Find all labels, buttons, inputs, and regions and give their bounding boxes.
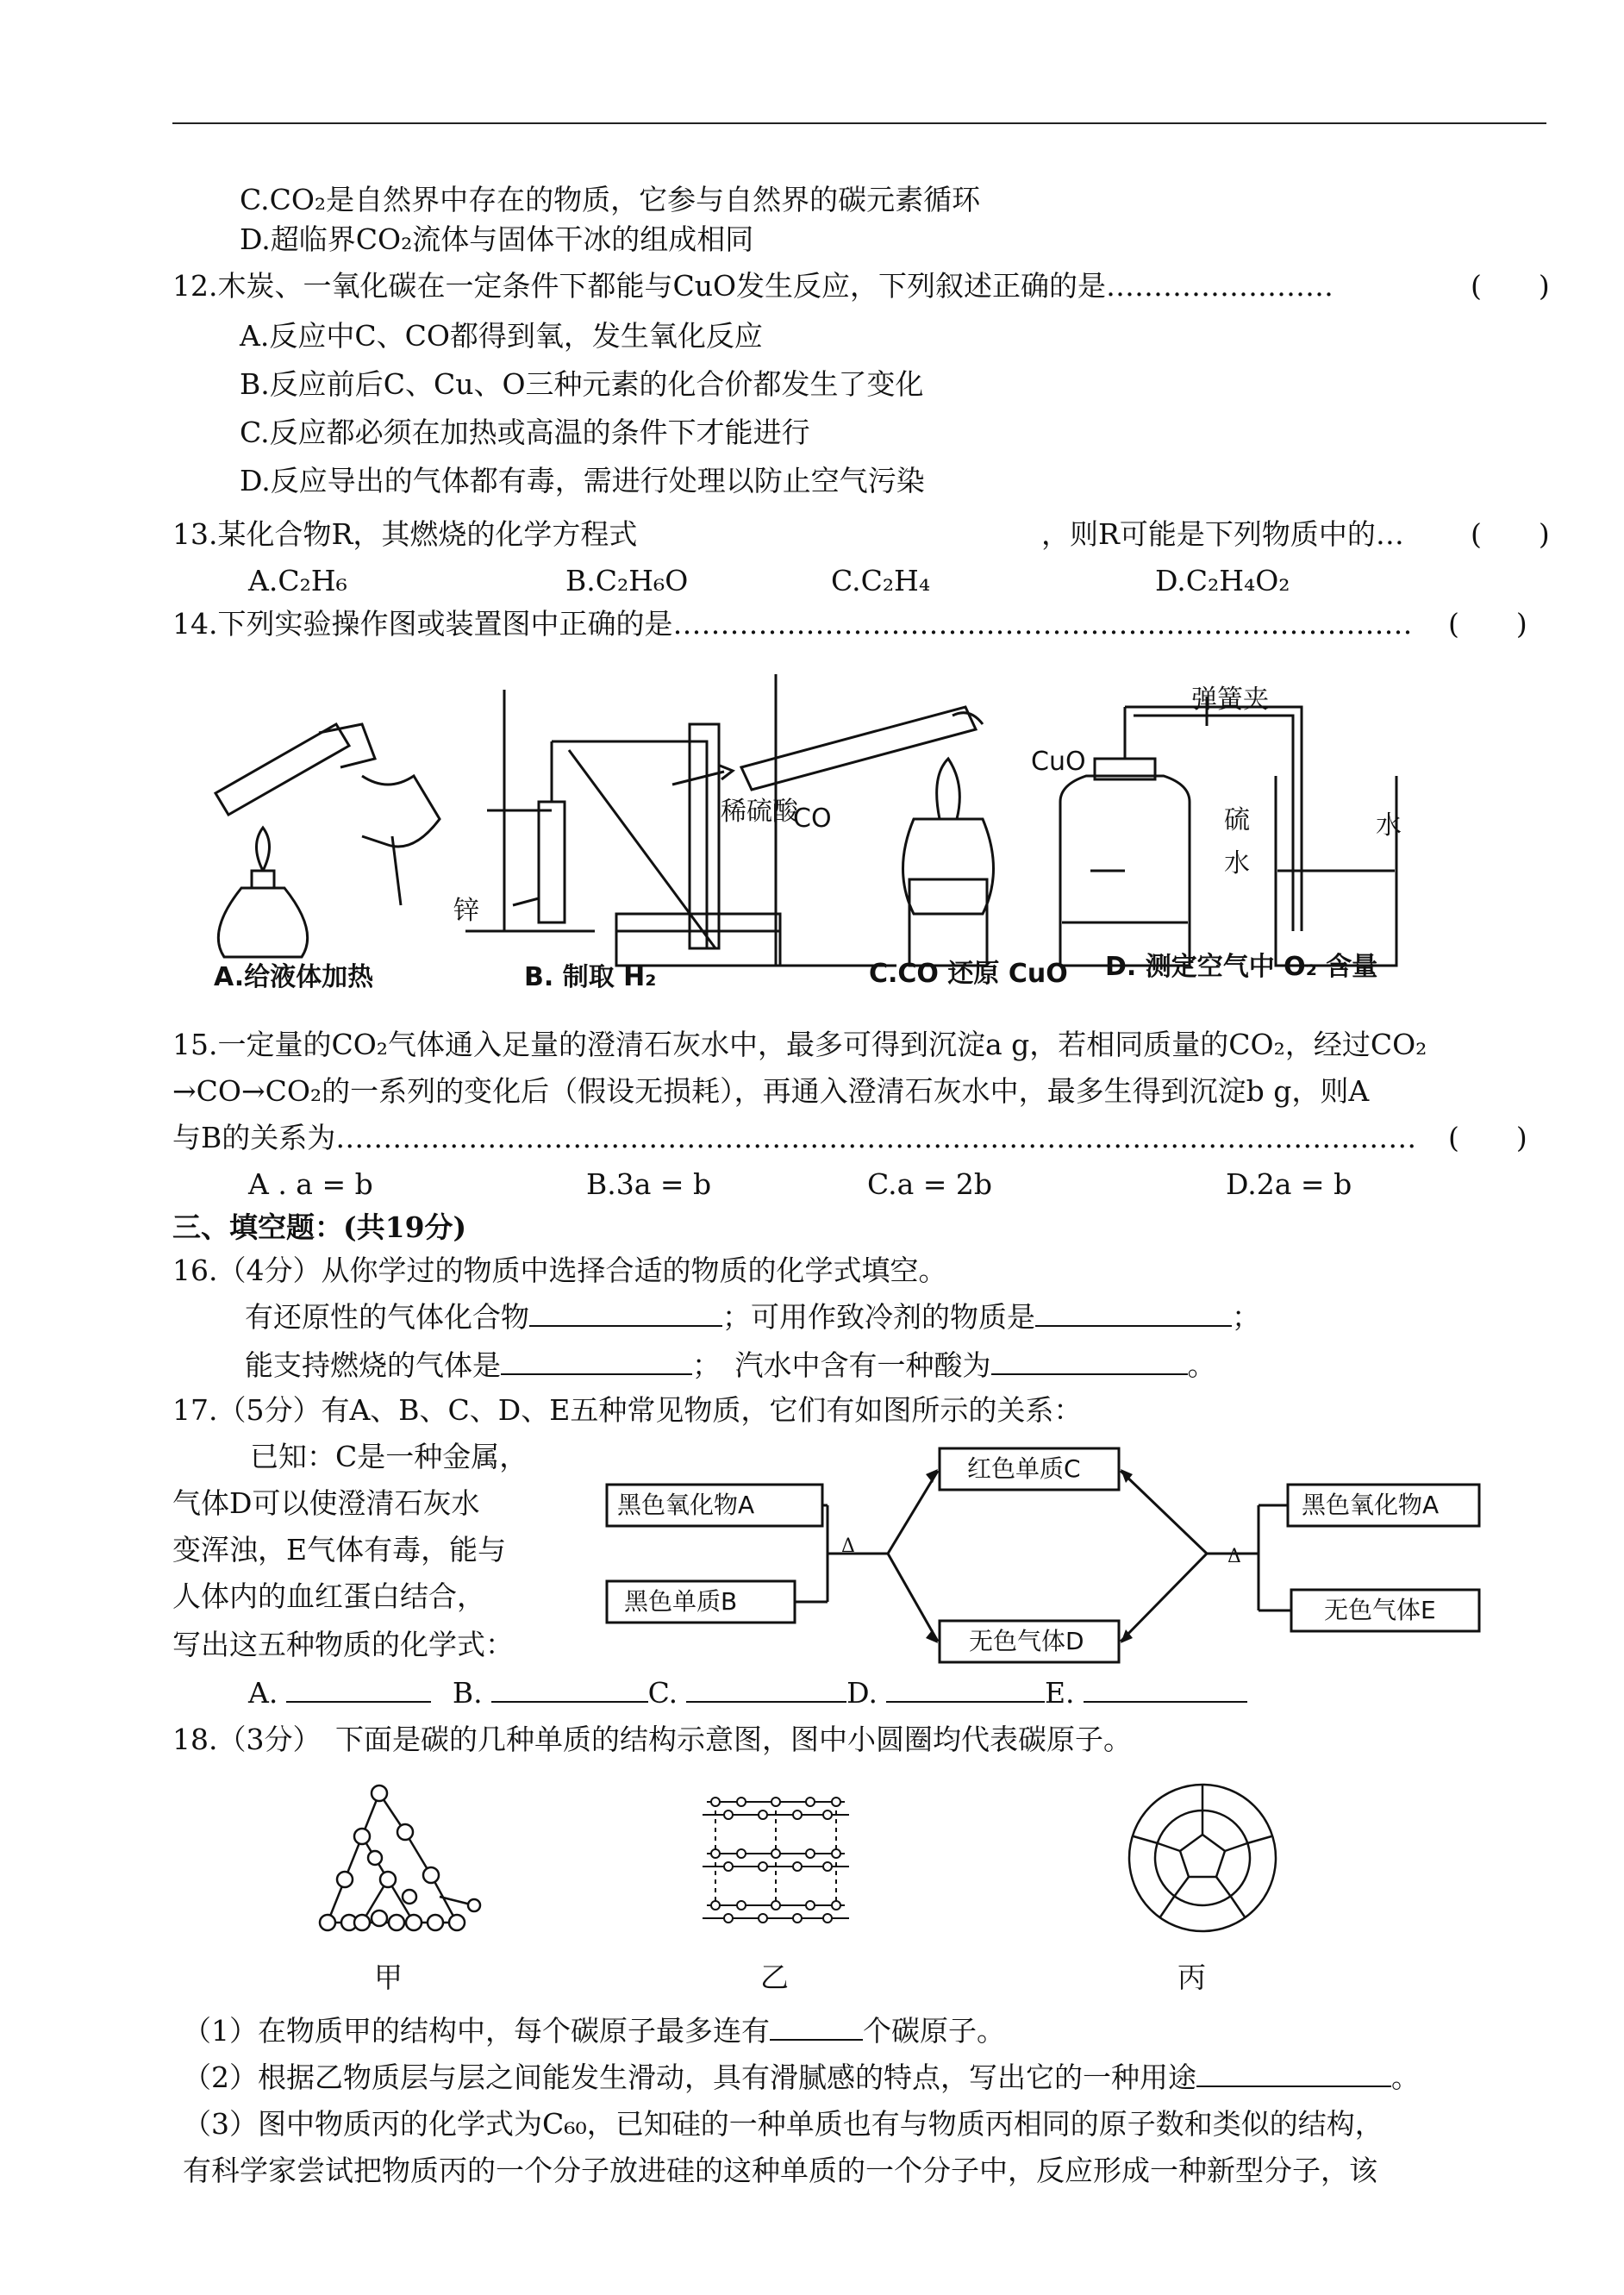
q14-label-acid: 稀硫酸 bbox=[721, 797, 798, 827]
q17-answer-b-label: B. bbox=[452, 1676, 483, 1710]
q18-label-yi: 乙 bbox=[760, 1960, 789, 1994]
q18-part-2 bbox=[183, 2059, 1420, 2097]
q17-box-black-element-b: 黑色单质B bbox=[624, 1587, 738, 1616]
q14-fig-c-caption: C.CO 还原 CuO bbox=[869, 959, 1068, 989]
q14-label-water2: 水 bbox=[1376, 810, 1402, 841]
diamond-structure bbox=[320, 1785, 480, 1930]
q13-option-b: B.C₂H₆O bbox=[565, 564, 689, 597]
q16-prompt-soda-acid: ； 汽水中含有一种酸为 bbox=[692, 1348, 991, 1382]
q14-label-sulfur: 硫 bbox=[1224, 805, 1250, 835]
q14-fig-a-caption: A.给液体加热 bbox=[214, 962, 374, 992]
carbon-structures-figure bbox=[310, 1776, 1302, 1957]
c60-structure bbox=[1129, 1785, 1276, 1931]
q17-answer-e-label: E. bbox=[1044, 1676, 1075, 1710]
q14-fig-d-caption: D. 测定空气中 O₂ 含量 bbox=[1105, 952, 1378, 982]
section-3-title: 三、填空题：(共19分) bbox=[172, 1210, 467, 1244]
q17-answer-c-label: C. bbox=[647, 1676, 678, 1710]
q12-answer-paren[interactable]: ( ) bbox=[1471, 269, 1550, 303]
header-rule bbox=[172, 122, 1546, 124]
q16-prompt-combustion-gas: 能支持燃烧的气体是 bbox=[245, 1348, 501, 1382]
q17-answer-a-label: A. bbox=[248, 1676, 278, 1710]
q14-label-cuo: CuO bbox=[1031, 747, 1086, 777]
q14-stem: 14.下列实验操作图或装置图中正确的是…………………………………………………………………… bbox=[172, 607, 1413, 641]
graphite-structure bbox=[703, 1798, 849, 1923]
q16-line1 bbox=[245, 1298, 1260, 1336]
q17-box-colorless-gas-d: 无色气体D bbox=[969, 1627, 1084, 1655]
q15-line3: 与B的关系为…………………………………………………………………………………………………… bbox=[172, 1121, 1417, 1154]
q13-option-a: A.C₂H₆ bbox=[248, 564, 347, 597]
q17-blank-e[interactable] bbox=[1084, 1675, 1247, 1703]
q17-stem: 17.（5分）有A、B、C、D、E五种常见物质，它们有如图所示的关系： bbox=[172, 1393, 1083, 1427]
q13-option-d: D.C₂H₄O₂ bbox=[1155, 564, 1290, 597]
q17-box-black-oxide-a: 黑色氧化物A bbox=[617, 1491, 755, 1519]
q12-option-c: C.反应都必须在加热或高温的条件下才能进行 bbox=[240, 416, 810, 449]
q17-given-3: 变浑浊，E气体有毒，能与 bbox=[172, 1533, 507, 1566]
q18-part-3-line1: （3）图中物质丙的化学式为C₆₀，已知硅的一种单质也有与物质丙相同的原子数和类似的结构， bbox=[183, 2107, 1384, 2141]
q14-label-clip: 弹簧夹 bbox=[1191, 685, 1269, 715]
q14-label-zinc: 锌 bbox=[453, 896, 479, 926]
q17-given-5: 写出这五种物质的化学式： bbox=[172, 1628, 514, 1661]
q17-box-red-element-c: 红色单质C bbox=[967, 1454, 1081, 1483]
q17-answers-line bbox=[248, 1674, 1247, 1712]
q14-fig-b-caption: B. 制取 H₂ bbox=[524, 962, 657, 992]
q17-blank-a[interactable] bbox=[286, 1675, 431, 1703]
q15-line2: →CO→CO₂的一系列的变化后（假设无损耗），再通入澄清石灰水中，最多生得到沉淀b g，则A bbox=[172, 1074, 1370, 1108]
q18-label-jia: 甲 bbox=[374, 1960, 403, 1994]
q18-part-2-prompt: （2）根据乙物质层与层之间能发生滑动，具有滑腻感的特点，写出它的一种用途 bbox=[183, 2060, 1196, 2094]
q16-blank-soda-acid[interactable] bbox=[991, 1348, 1188, 1375]
q17-blank-d[interactable] bbox=[886, 1675, 1045, 1703]
q12-option-a: A.反应中C、CO都得到氧，发生氧化反应 bbox=[240, 319, 763, 353]
q17-box-colorless-gas-e: 无色气体E bbox=[1324, 1596, 1436, 1624]
q12-stem: 12.木炭、一氧化碳在一定条件下都能与CuO发生反应，下列叙述正确的是…………………… bbox=[172, 269, 1334, 303]
q11-option-c: C.CO₂是自然界中存在的物质，它参与自然界的碳元素循环 bbox=[240, 183, 981, 216]
q13-answer-paren[interactable]: ( ) bbox=[1471, 517, 1550, 551]
q16-blank-refrigerant[interactable] bbox=[1035, 1299, 1232, 1327]
q15-line1: 15.一定量的CO₂气体通入足量的澄清石灰水中，最多可得到沉淀a g，若相同质量的CO₂，经过CO₂ bbox=[172, 1028, 1427, 1061]
q17-blank-c[interactable] bbox=[686, 1675, 846, 1703]
q16-line2 bbox=[245, 1347, 1216, 1385]
q18-part-2-suffix: 。 bbox=[1391, 2060, 1420, 2094]
q18-blank-2[interactable] bbox=[1196, 2060, 1391, 2087]
q15-answer-paren[interactable]: ( ) bbox=[1448, 1121, 1527, 1154]
q11-option-d: D.超临界CO₂流体与固体干冰的组成相同 bbox=[240, 222, 754, 256]
q18-part-1-suffix: 个碳原子。 bbox=[863, 2014, 1005, 2048]
q16-punct2: 。 bbox=[1187, 1348, 1216, 1382]
q16-prompt-refrigerant: ；可用作致冷剂的物质是 bbox=[722, 1300, 1035, 1334]
q15-option-c: C.a = 2b bbox=[867, 1167, 992, 1201]
q16-punct1: ； bbox=[1232, 1300, 1260, 1334]
q16-stem: 16.（4分）从你学过的物质中选择合适的物质的化学式填空。 bbox=[172, 1254, 947, 1287]
q18-part-1 bbox=[183, 2012, 1005, 2050]
q17-heat-symbol-left: Δ bbox=[841, 1535, 855, 1557]
q18-stem: 18.（3分） 下面是碳的几种单质的结构示意图，图中小圆圈均代表碳原子。 bbox=[172, 1723, 1132, 1756]
q14-label-co: CO bbox=[793, 804, 832, 834]
q17-box-black-oxide-a-right: 黑色氧化物A bbox=[1302, 1491, 1440, 1519]
q18-part-3-line2: 有科学家尝试把物质丙的一个分子放进硅的这种单质的一个分子中，反应形成一种新型分子，该 bbox=[183, 2154, 1377, 2187]
q17-given-2: 气体D可以使澄清石灰水 bbox=[172, 1486, 480, 1520]
q14-label-water1: 水 bbox=[1224, 848, 1250, 879]
q16-blank-combustion-gas[interactable] bbox=[501, 1348, 692, 1375]
q12-option-d: D.反应导出的气体都有毒，需进行处理以防止空气污染 bbox=[240, 464, 925, 497]
q18-label-bing: 丙 bbox=[1177, 1960, 1206, 1994]
q15-option-d: D.2a = b bbox=[1226, 1167, 1352, 1201]
q17-heat-symbol-right: Δ bbox=[1227, 1546, 1241, 1567]
q13-option-c: C.C₂H₄ bbox=[831, 564, 931, 597]
q17-given-1: 已知：C是一种金属， bbox=[250, 1440, 528, 1473]
q14-answer-paren[interactable]: ( ) bbox=[1448, 607, 1527, 641]
q17-answer-d-label: D. bbox=[846, 1676, 878, 1710]
q15-option-b: B.3a = b bbox=[586, 1167, 712, 1201]
q18-blank-1[interactable] bbox=[770, 2013, 863, 2041]
q13-stem: 13.某化合物R，其燃烧的化学方程式 bbox=[172, 517, 638, 551]
q13-stem-tail: ，则R可能是下列物质中的… bbox=[1041, 517, 1404, 551]
q17-given-4: 人体内的血红蛋白结合， bbox=[172, 1579, 485, 1613]
q16-blank-reducing-gas[interactable] bbox=[529, 1299, 722, 1327]
q16-prompt-reducing-gas: 有还原性的气体化合物 bbox=[245, 1300, 529, 1334]
q15-option-a: A . a = b bbox=[248, 1167, 373, 1201]
q12-option-b: B.反应前后C、Cu、O三种元素的化合价都发生了变化 bbox=[240, 367, 924, 401]
q17-blank-b[interactable] bbox=[491, 1675, 648, 1703]
q18-part-1-prompt: （1）在物质甲的结构中，每个碳原子最多连有 bbox=[183, 2014, 770, 2048]
